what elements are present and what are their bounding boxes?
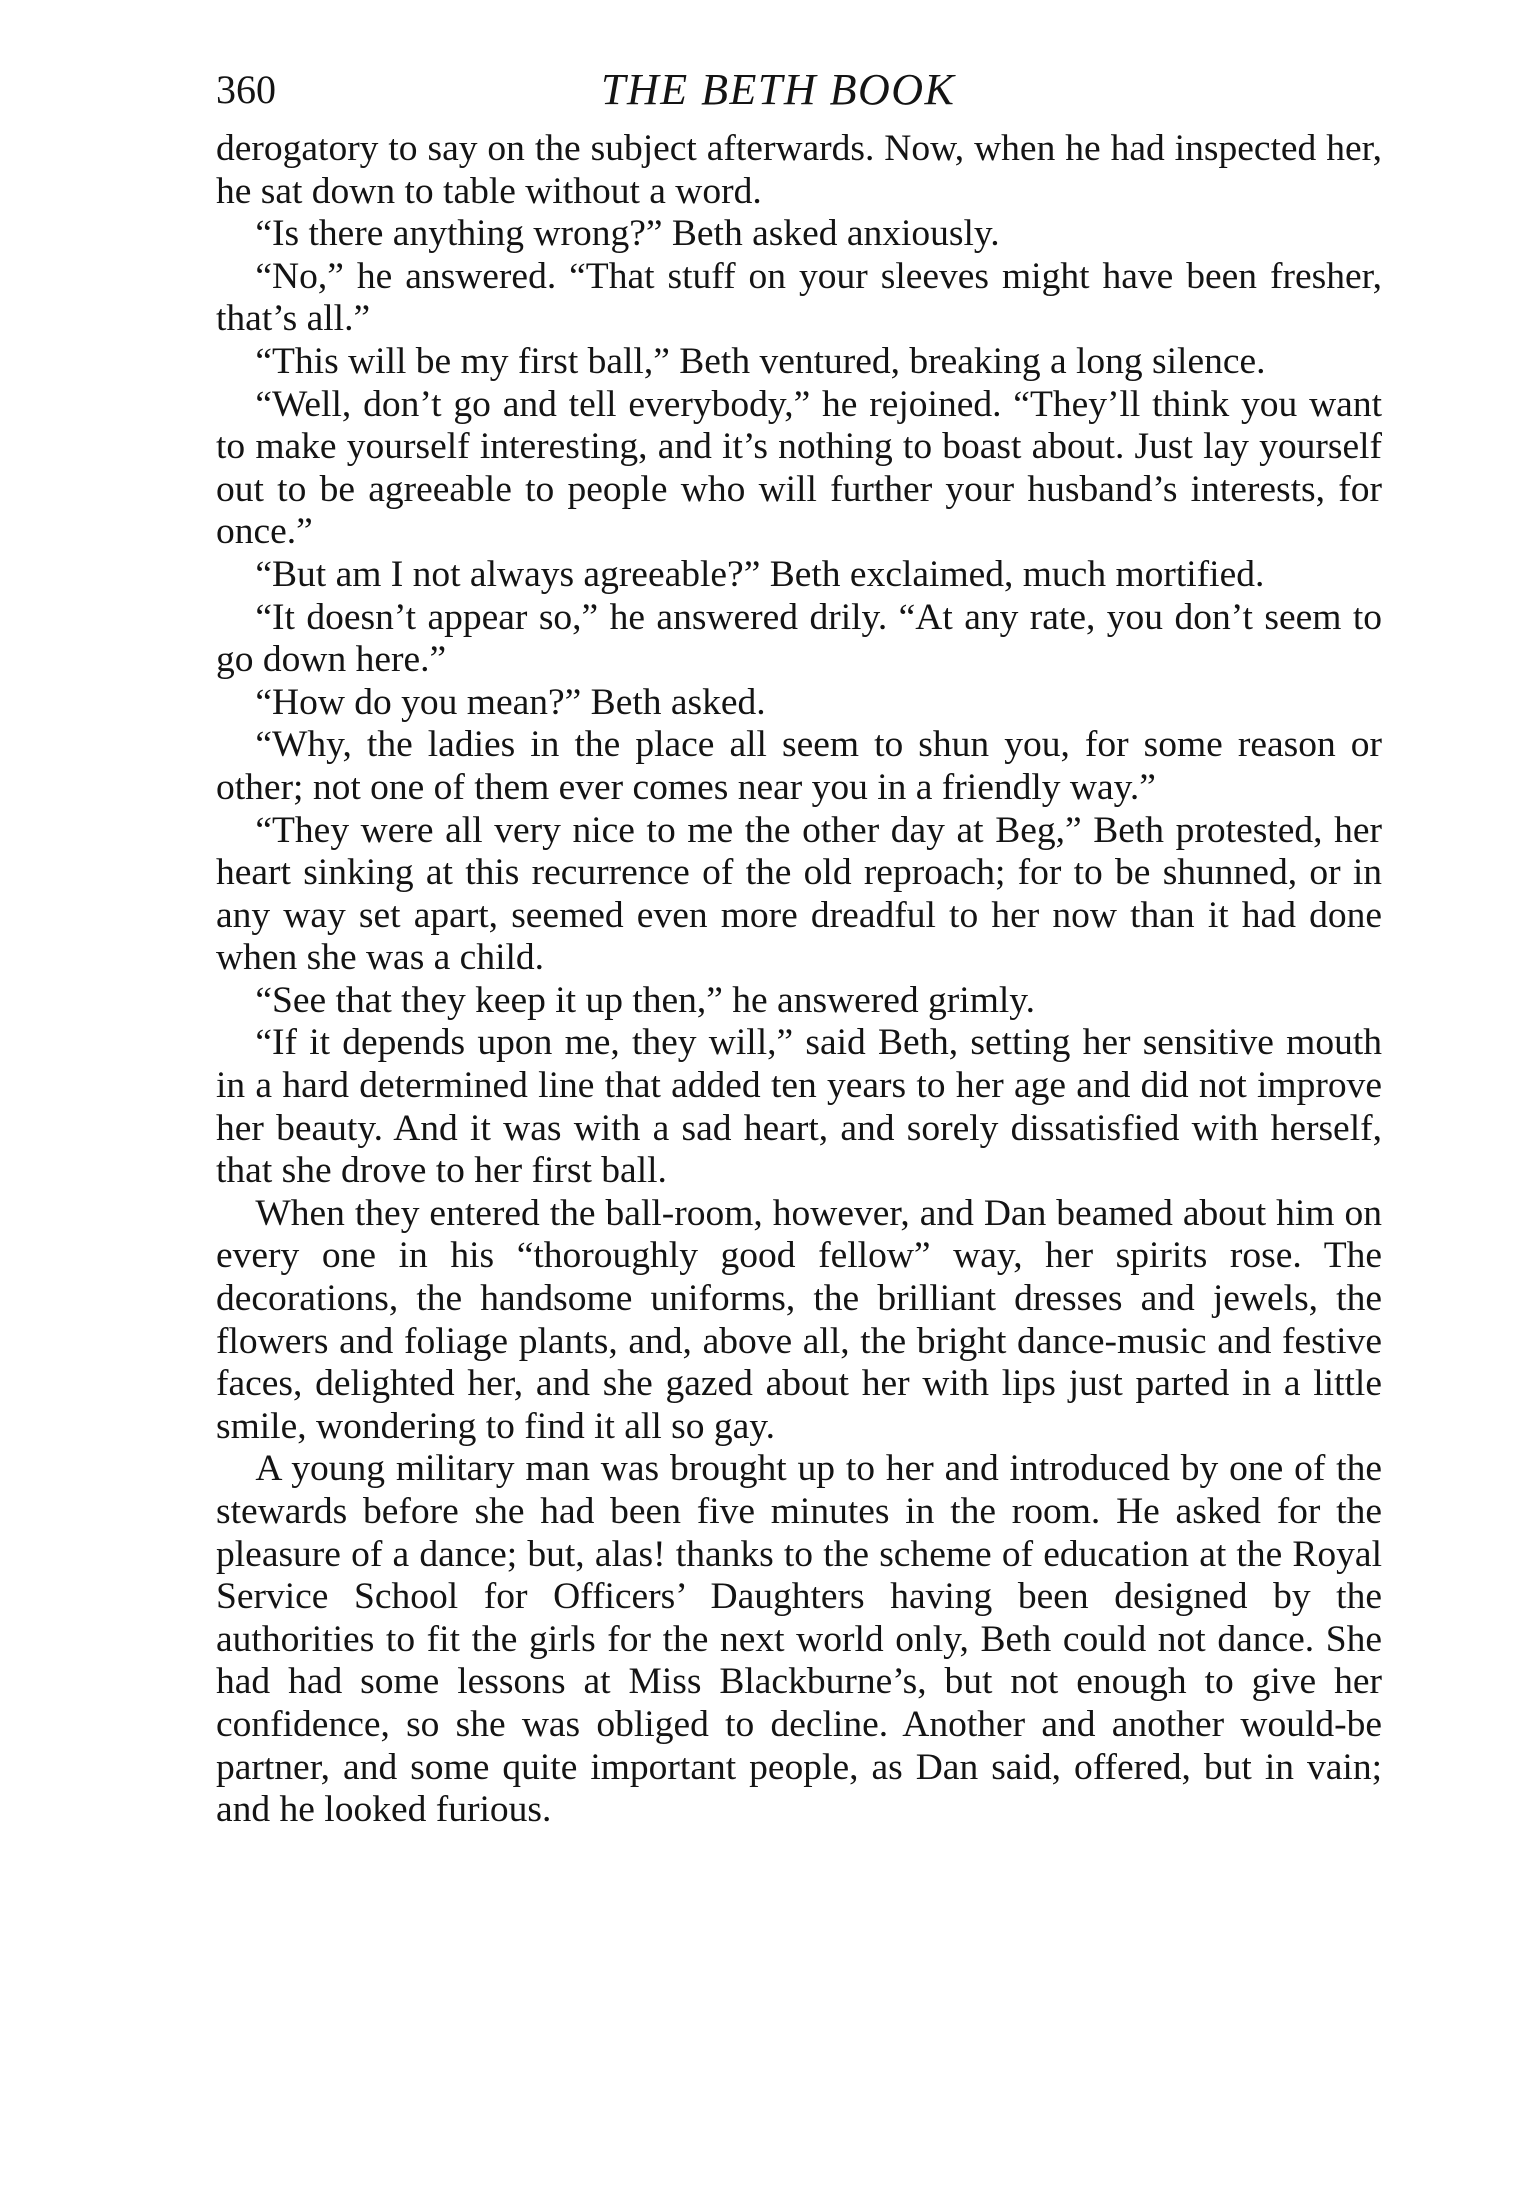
paragraph: “They were all very nice to me the other day at Beg,” Beth protested, her heart sinking at this recurrence of the old reproach; for to be shunned, or in any way set apart, seemed even more dreadful to her now than it had done when she was a child. <box>216 809 1382 979</box>
book-page <box>216 66 1382 1832</box>
paragraph: When they entered the ball-room, however, and Dan beamed about him on every one in his “thoroughly good fellow” way, her spirits rose. The decorations, the handsome uniforms, the brilliant dresses and jewels, the flowers and foliage plants, and, above all, the bright dance-music and festive faces, delighted her, and she gazed about her with lips just parted in a little smile, wondering to find it all so gay. <box>216 1192 1382 1447</box>
body-text <box>216 128 1382 1832</box>
paragraph: “If it depends upon me, they will,” said Beth, setting her sensitive mouth in a hard determined line that added ten years to her age and did not improve her beauty. And it was with a sad heart, and sorely dissatisfied with herself, that she drove to her first ball. <box>216 1022 1382 1192</box>
paragraph: “Well, don’t go and tell everybody,” he rejoined. “They’ll think you want to make yourself interesting, and it’s nothing to boast about. Just lay yourself out to be agreeable to people who will further your husband’s interests, for once.” <box>216 383 1382 553</box>
paragraph: “How do you mean?” Beth asked. <box>255 681 766 723</box>
paragraph: “This will be my first ball,” Beth ventured, breaking a long silence. <box>255 340 1266 382</box>
paragraph: “But am I not always agreeable?” Beth exclaimed, much mortified. <box>255 553 1265 595</box>
paragraph: “It doesn’t appear so,” he answered drily. “At any rate, you don’t seem to go down here.” <box>216 596 1382 681</box>
paragraph: derogatory to say on the subject afterwards. Now, when he had inspected her, he sat down to table without a word. <box>216 128 1382 212</box>
paragraph: “Why, the ladies in the place all seem to shun you, for some reason or other; not one of them ever comes near you in a friendly way.” <box>216 724 1382 808</box>
running-title: THE BETH BOOK <box>601 65 956 114</box>
paragraph: “No,” he answered. “That stuff on your sleeves might have been fresher, that’s all.” <box>216 255 1382 340</box>
paragraph: A young military man was brought up to her and introduced by one of the stewards before she had been five minutes in the room. He asked for the pleasure of a dance; but, alas! thanks to the scheme of education at the Royal Service School for Officers’ Daughters having been designed by the authorities to fit the girls for the next world only, Beth could not dance. She had had some lessons at Miss Blackburne’s, but not enough to give her confidence, so she was obliged to decline. Another and another would-be partner, and some quite important people, as Dan said, offered, but in vain; and he looked furious. <box>216 1448 1382 1831</box>
paragraph: “Is there anything wrong?” Beth asked anxiously. <box>255 213 1000 255</box>
paragraph: “See that they keep it up then,” he answered grimly. <box>255 979 1035 1021</box>
page-header <box>216 66 1382 128</box>
page-number: 360 <box>216 67 276 112</box>
